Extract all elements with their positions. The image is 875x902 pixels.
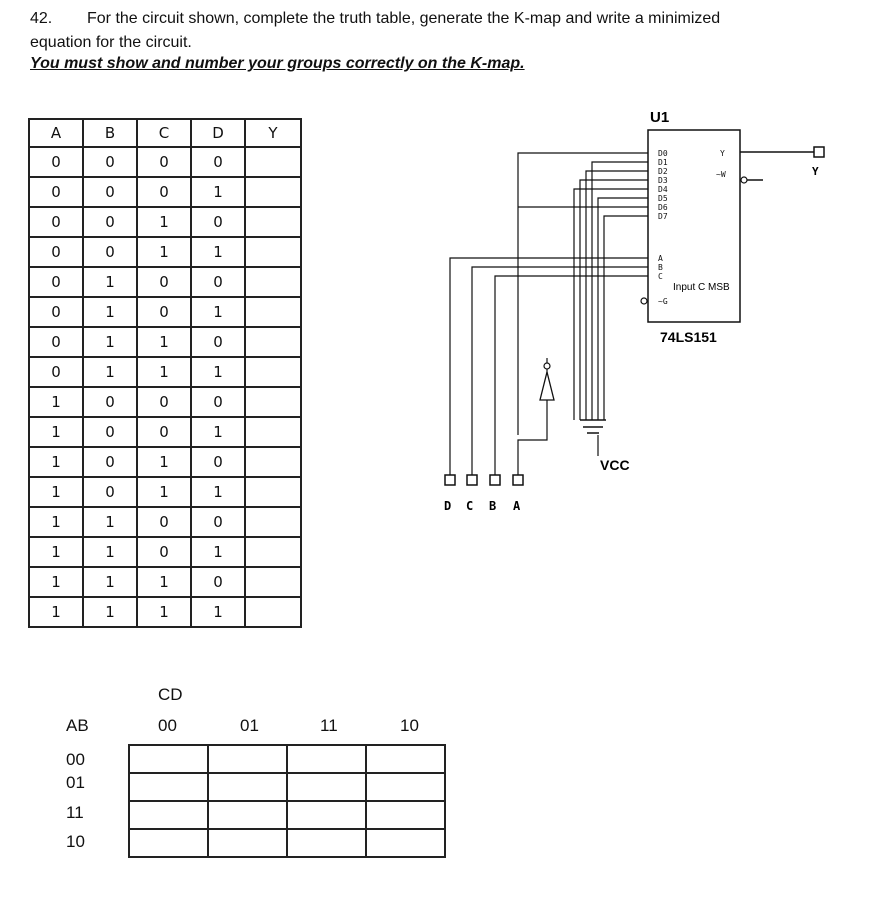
cell-d: 0 — [191, 207, 245, 237]
cell-y[interactable] — [245, 237, 301, 267]
cell-b: 0 — [83, 447, 137, 477]
pin-label-y: Y — [720, 149, 725, 158]
truth-table-row — [29, 537, 301, 567]
kmap-row — [129, 801, 445, 829]
cell-y[interactable] — [245, 537, 301, 567]
cell-y[interactable] — [245, 477, 301, 507]
header-a: A — [29, 119, 83, 147]
truth-table-row — [29, 267, 301, 297]
kmap-cell[interactable] — [208, 801, 287, 829]
header-d: D — [191, 119, 245, 147]
cell-a: 0 — [29, 177, 83, 207]
truth-table-row — [29, 507, 301, 537]
kmap-cell[interactable] — [287, 745, 366, 773]
cell-y[interactable] — [245, 207, 301, 237]
truth-table-row — [29, 597, 301, 627]
truth-table-row — [29, 237, 301, 267]
wire-d4 — [574, 189, 648, 420]
cell-b: 0 — [83, 417, 137, 447]
cell-c: 0 — [137, 387, 191, 417]
question-text-line2: equation for the circuit. — [30, 34, 192, 51]
cell-b: 1 — [83, 297, 137, 327]
kmap-cell[interactable] — [366, 829, 445, 857]
input-label-d: D — [444, 499, 452, 513]
data-input-wires — [450, 153, 648, 475]
cell-a: 1 — [29, 507, 83, 537]
cell-b: 0 — [83, 147, 137, 177]
kmap-col-label-01: 01 — [240, 716, 259, 735]
input-label-a: A — [513, 499, 521, 513]
cell-b: 1 — [83, 567, 137, 597]
truth-table — [28, 118, 302, 628]
cell-a: 1 — [29, 567, 83, 597]
pin-label-d0: D0 — [658, 149, 668, 158]
pin-label-enable: ~G — [658, 297, 668, 306]
cell-d: 1 — [191, 237, 245, 267]
kmap-col-variable: CD — [158, 685, 183, 704]
cell-b: 0 — [83, 237, 137, 267]
input-terminal-a[interactable] — [513, 475, 523, 485]
question-number: 42. — [30, 10, 53, 27]
kmap-cell[interactable] — [287, 829, 366, 857]
cell-d: 1 — [191, 477, 245, 507]
msb-note: Input C MSB — [673, 282, 730, 293]
cell-a: 0 — [29, 357, 83, 387]
input-label-b: B — [489, 499, 497, 513]
header-b: B — [83, 119, 137, 147]
wire-d2 — [586, 171, 648, 420]
question-instruction: You must show and number your groups correctly on the K-map. — [30, 55, 525, 72]
cell-c: 1 — [137, 207, 191, 237]
question-text-line1: For the circuit shown, complete the truth table, generate the K-map and write a minimized — [87, 10, 721, 27]
cell-d: 0 — [191, 327, 245, 357]
cell-y[interactable] — [245, 507, 301, 537]
cell-b: 0 — [83, 207, 137, 237]
kmap-cell[interactable] — [129, 773, 208, 801]
kmap-cell[interactable] — [129, 745, 208, 773]
cell-c: 0 — [137, 267, 191, 297]
cell-a: 1 — [29, 597, 83, 627]
wire-sel-c — [472, 267, 648, 475]
input-terminal-c[interactable] — [467, 475, 477, 485]
cell-y[interactable] — [245, 417, 301, 447]
cell-b: 1 — [83, 357, 137, 387]
cell-b: 1 — [83, 267, 137, 297]
kmap-row-label-11: 11 — [66, 803, 84, 822]
cell-b: 0 — [83, 477, 137, 507]
cell-y[interactable] — [245, 447, 301, 477]
pin-label-d2: D2 — [658, 167, 668, 176]
chip-ref-label: U1 — [650, 109, 670, 126]
kmap-col-label-00: 00 — [158, 716, 177, 735]
kmap-cell[interactable] — [129, 801, 208, 829]
cell-a: 0 — [29, 237, 83, 267]
cell-c: 1 — [137, 357, 191, 387]
kmap-row — [129, 773, 445, 801]
cell-c: 1 — [137, 567, 191, 597]
pin-label-d1: D1 — [658, 158, 668, 167]
kmap-cell[interactable] — [366, 745, 445, 773]
cell-y[interactable] — [245, 597, 301, 627]
inverter-bubble — [544, 363, 550, 369]
kmap-cell[interactable] — [366, 773, 445, 801]
cell-y[interactable] — [245, 357, 301, 387]
cell-a: 0 — [29, 267, 83, 297]
truth-table-row — [29, 417, 301, 447]
truth-table-row — [29, 207, 301, 237]
wire-d5 — [598, 198, 648, 420]
cell-c: 0 — [137, 177, 191, 207]
header-y: Y — [245, 119, 301, 147]
truth-table-row — [29, 567, 301, 597]
cell-c: 0 — [137, 297, 191, 327]
cell-d: 0 — [191, 567, 245, 597]
truth-table-row — [29, 147, 301, 177]
cell-c: 1 — [137, 237, 191, 267]
cell-b: 0 — [83, 177, 137, 207]
kmap-row-label-00: 00 — [66, 750, 85, 769]
pin-label-sel-b: B — [658, 263, 663, 272]
cell-y[interactable] — [245, 327, 301, 357]
cell-c: 1 — [137, 477, 191, 507]
cell-d: 0 — [191, 267, 245, 297]
wire-d1 — [592, 162, 648, 420]
cell-c: 0 — [137, 417, 191, 447]
cell-y[interactable] — [245, 177, 301, 207]
truth-table-header-row — [29, 119, 301, 147]
cell-a: 1 — [29, 417, 83, 447]
cell-d: 0 — [191, 447, 245, 477]
cell-c: 1 — [137, 597, 191, 627]
pin-label-w: ~W — [716, 170, 726, 179]
enable-bubble — [641, 298, 647, 304]
circuit-diagram — [430, 100, 850, 530]
kmap-row — [129, 745, 445, 773]
kmap-cell[interactable] — [208, 773, 287, 801]
cell-d: 0 — [191, 507, 245, 537]
cell-c: 0 — [137, 507, 191, 537]
inverter-gate — [540, 372, 554, 400]
header-c: C — [137, 119, 191, 147]
cell-y[interactable] — [245, 267, 301, 297]
kmap-row-label-01: 01 — [66, 773, 85, 792]
kmap-row-variable: AB — [66, 716, 89, 735]
cell-a: 0 — [29, 297, 83, 327]
truth-table-row — [29, 447, 301, 477]
cell-a: 0 — [29, 327, 83, 357]
pin-label-d5: D5 — [658, 194, 668, 203]
output-y-label: Y — [812, 165, 819, 178]
pin-label-d3: D3 — [658, 176, 668, 185]
ground-symbol — [580, 420, 606, 433]
input-label-c: C — [466, 499, 474, 513]
kmap-row-label-10: 10 — [66, 832, 85, 851]
kmap-col-label-10: 10 — [400, 716, 419, 735]
cell-d: 0 — [191, 147, 245, 177]
pin-label-d6: D6 — [658, 203, 668, 212]
pin-label-sel-c: C — [658, 272, 663, 281]
truth-table-row — [29, 327, 301, 357]
kmap-cell[interactable] — [129, 829, 208, 857]
pin-label-d7: D7 — [658, 212, 668, 221]
truth-table-row — [29, 387, 301, 417]
cell-c: 1 — [137, 447, 191, 477]
kmap-cell[interactable] — [287, 801, 366, 829]
kmap-cell[interactable] — [287, 773, 366, 801]
cell-y[interactable] — [245, 387, 301, 417]
pin-label-sel-a: A — [658, 254, 663, 263]
cell-c: 0 — [137, 537, 191, 567]
wire-d0 — [518, 153, 648, 435]
cell-d: 1 — [191, 537, 245, 567]
truth-table-row — [29, 477, 301, 507]
vcc-label: VCC — [600, 457, 630, 473]
cell-b: 0 — [83, 387, 137, 417]
cell-d: 0 — [191, 387, 245, 417]
cell-a: 0 — [29, 207, 83, 237]
cell-b: 1 — [83, 597, 137, 627]
input-terminal-b[interactable] — [490, 475, 500, 485]
cell-d: 1 — [191, 417, 245, 447]
truth-table-row — [29, 177, 301, 207]
cell-a: 1 — [29, 537, 83, 567]
cell-y[interactable] — [245, 567, 301, 597]
pin-label-d4: D4 — [658, 185, 668, 194]
cell-b: 1 — [83, 327, 137, 357]
cell-y[interactable] — [245, 297, 301, 327]
cell-b: 1 — [83, 507, 137, 537]
output-y-terminal[interactable] — [814, 147, 824, 157]
w-inversion-bubble — [741, 177, 747, 183]
wire-inverter — [518, 358, 547, 475]
cell-d: 1 — [191, 177, 245, 207]
cell-d: 1 — [191, 597, 245, 627]
kmap-col-label-11: 11 — [320, 716, 338, 735]
cell-y[interactable] — [245, 147, 301, 177]
kmap-grid — [128, 744, 446, 858]
cell-c: 1 — [137, 327, 191, 357]
cell-d: 1 — [191, 357, 245, 387]
kmap-cell[interactable] — [208, 829, 287, 857]
kmap-cell[interactable] — [366, 801, 445, 829]
cell-a: 1 — [29, 447, 83, 477]
cell-b: 1 — [83, 537, 137, 567]
kmap-row — [129, 829, 445, 857]
cell-a: 1 — [29, 387, 83, 417]
truth-table-row — [29, 297, 301, 327]
cell-a: 0 — [29, 147, 83, 177]
cell-a: 1 — [29, 477, 83, 507]
cell-d: 1 — [191, 297, 245, 327]
kmap-cell[interactable] — [208, 745, 287, 773]
cell-c: 0 — [137, 147, 191, 177]
truth-table-row — [29, 357, 301, 387]
chip-part-label: 74LS151 — [660, 329, 717, 345]
input-terminal-d[interactable] — [445, 475, 455, 485]
wire-d7 — [604, 216, 648, 420]
